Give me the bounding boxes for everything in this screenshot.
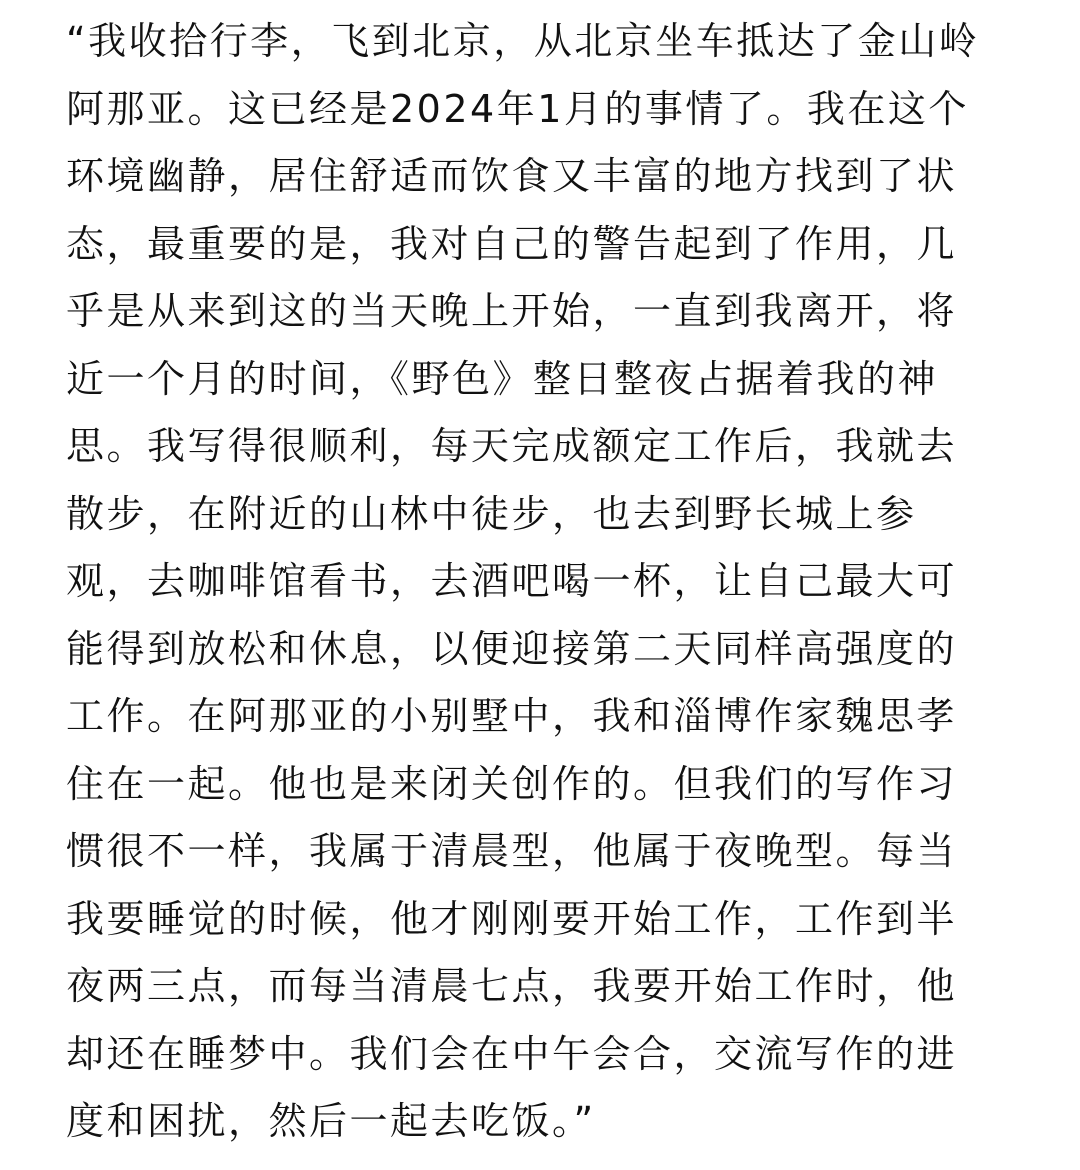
text-line-7: 思。我写得很顺利，每天完成额定工作后，我就去 — [66, 424, 958, 468]
text-line-13: 惯很不一样，我属于清晨型，他属于夜晚型。每当 — [66, 829, 958, 873]
text-line-8: 散步，在附近的山林中徒步，也去到野长城上参 — [66, 491, 917, 536]
text-line-4: 态，最重要的是，我对自己的警告起到了作用，几 — [66, 221, 958, 266]
text-line-6: 近一个月的时间，《野色》整日整夜占据着我的神 — [66, 356, 939, 401]
text-line-17: 度和困扰，然后一起去吃饭。” — [66, 1099, 596, 1143]
text-line-15: 夜两三点，而每当清晨七点，我要开始工作时，他 — [66, 964, 958, 1008]
text-line-5: 乎是从来到这的当天晚上开始，一直到我离开，将 — [66, 289, 958, 333]
text-line-3: 环境幽静，居住舒适而饮食又丰富的地方找到了状 — [66, 154, 958, 198]
text-line-2: 阿那亚。这已经是2024年1月的事情了。我在这个 — [66, 86, 969, 131]
text-line-11: 工作。在阿那亚的小别墅中，我和淄博作家魏思孝 — [66, 694, 958, 738]
text-line-9: 观，去咖啡馆看书，去酒吧喝一杯，让自己最大可 — [66, 559, 958, 603]
text-line-12: 住在一起。他也是来闭关创作的。但我们的写作习 — [66, 761, 958, 806]
text-line-14: 我要睡觉的时候，他才刚刚要开始工作，工作到半 — [66, 896, 958, 941]
text-line-10: 能得到放松和休息，以便迎接第二天同样高强度的 — [66, 626, 958, 671]
text-line-16: 却还在睡梦中。我们会在中午会合，交流写作的进 — [66, 1031, 958, 1076]
quoted-passage — [66, 8, 1016, 1156]
text-line-1: “我收拾行李，飞到北京，从北京坐车抵达了金山岭 — [66, 19, 980, 63]
